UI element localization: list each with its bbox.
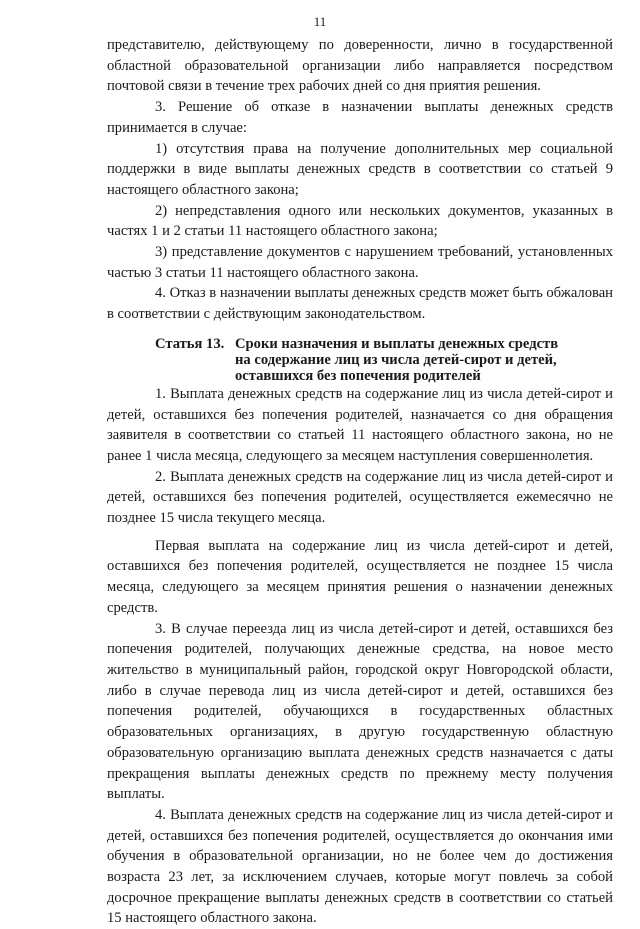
article-label: Статья 13. bbox=[155, 335, 225, 352]
paragraph: 4. Выплата денежных средств на содержание лиц из числа детей-сирот и детей, оставшихся без попечения родителей, осуществляется до окончания ими обучения в образовательной организации, но не более чем до достижения возраста 23 лет, за исключением случаев, которые могут повлечь за собой досрочное прекращение выплаты денежных средств в соответствии со статьей 15 настоящего областного закона. bbox=[107, 806, 613, 927]
paragraph: 3. Решение об отказе в назначении выплаты денежных средств принимается в случае: bbox=[107, 99, 613, 136]
article-title-line: на содержание лиц из числа детей-сирот и детей, bbox=[235, 351, 557, 368]
article-title-line: Сроки назначения и выплаты денежных средств bbox=[235, 335, 559, 352]
paragraph: 2. Выплата денежных средств на содержание лиц из числа детей-сирот и детей, оставшихся без попечения родителей, осуществляется ежемесячно не позднее 15 числа текущего месяца. bbox=[107, 468, 613, 527]
article-heading bbox=[107, 336, 613, 384]
paragraph: 1. Выплата денежных средств на содержание лиц из числа детей-сирот и детей, оставшихся без попечения родителей, назначается со дня обращения заявителя в соответствии со статьей 11 настоящего областного закона, но не ранее 1 числа месяца, следующего за месяцем наступления совершеннолетия. bbox=[107, 385, 613, 464]
paragraph: 4. Отказ в назначении выплаты денежных средств может быть обжалован в соответствии с действующим законодательством. bbox=[107, 285, 613, 323]
page-number: 11 bbox=[313, 14, 327, 29]
list-item: 3) представление документов с нарушением требований, установленных частью 3 статьи 11 настоящего областного закона. bbox=[107, 244, 613, 281]
article-title-line: оставшихся без попечения родителей bbox=[235, 367, 481, 384]
document-body bbox=[107, 35, 613, 929]
paragraph: представителю, действующему по доверенности, лично в государственной областной образовательной организации либо направляется посредством почтовой связи в течение трех рабочих дней со дня приятия решения. bbox=[107, 37, 613, 95]
list-item: 1) отсутствия права на получение дополнительных мер социальной поддержки в виде выплаты денежных средств в соответствии со статьей 9 настоящего областного закона; bbox=[107, 140, 613, 198]
paragraph: Первая выплата на содержание лиц из числа детей-сирот и детей, оставшихся без попечения родителей, осуществляется не позднее 15 числа месяца, следующего за месяцем принятия решения о назначении денежных средств. bbox=[107, 537, 613, 616]
list-item: 2) непредставления одного или нескольких документов, указанных в частях 1 и 2 статьи 11 настоящего областного закона; bbox=[107, 202, 613, 240]
paragraph: 3. В случае переезда лиц из числа детей-сирот и детей, оставшихся без попечения родителей, получающих денежные средства, на новое место жительство в муниципальный район, городской округ Новгородской области, либо в случае перевода лиц из числа детей-сирот и детей, оставшихся без попечения родителей, обучающихся в государственных областных образовательных организациях, в другую государственную областную образовательную организацию выплата денежных средств назначается с даты прекращения выплаты денежных средств по прежнему месту получения выплаты. bbox=[107, 620, 613, 803]
